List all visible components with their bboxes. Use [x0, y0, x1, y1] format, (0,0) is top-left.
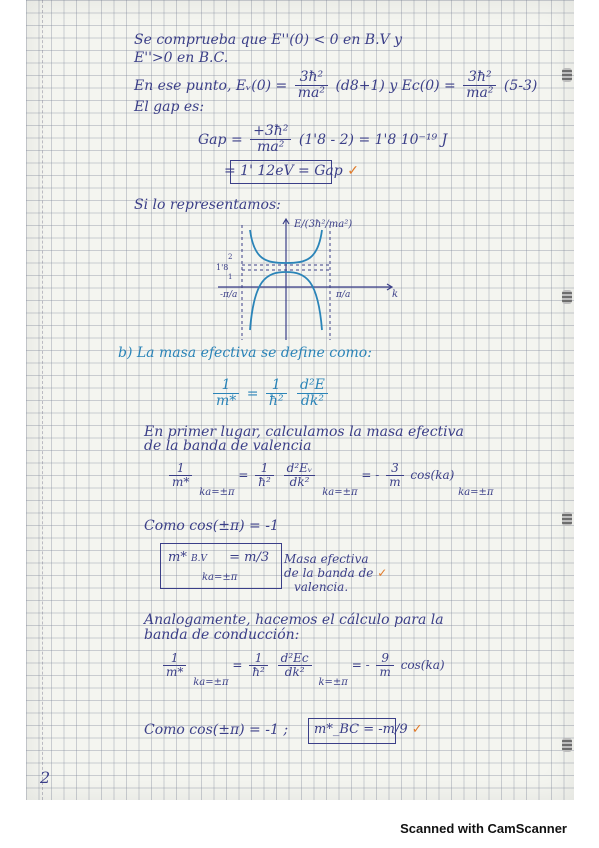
equation-energy-points [134, 70, 537, 102]
evaluation-subscript: ka=±π [322, 487, 358, 499]
fraction [250, 124, 291, 156]
binder-hole [562, 512, 572, 526]
effective-mass-definition [210, 378, 331, 410]
text: = [246, 385, 259, 402]
denominator: ħ² [258, 475, 271, 490]
denominator: m* [166, 665, 184, 680]
numerator: 1 [266, 378, 287, 394]
binder-hole [562, 290, 572, 304]
denominator: ma² [297, 85, 325, 102]
denominator: ma² [466, 85, 494, 102]
conduction-mass-result [314, 722, 423, 737]
fraction [266, 378, 287, 410]
text: m* [168, 550, 187, 565]
tick-label-right: π/a [336, 290, 351, 300]
page-number: 2 [40, 768, 51, 787]
denominator: m* [216, 393, 237, 410]
scanner-watermark: Scanned with CamScanner [400, 821, 567, 836]
evaluation-subscript: k=±π [318, 677, 348, 689]
denominator: ħ² [252, 665, 265, 680]
text: cos(ka) [410, 468, 455, 483]
fraction [249, 652, 268, 679]
denominator: dk² [284, 665, 305, 680]
equation-valence-mass: $\frac{1}{m*}$ $_{ka=\pm\pi}$ = $\frac{1}{\text{ħ²}}$ $\frac{\text{d²Eᵥ}}{\text{dk²}}$ $_{ka=\pm\pi}$ = - $\frac{3}{m}$ cos(ka) $_{ka=\pm\pi}$ [166, 462, 494, 498]
denominator: m* [172, 475, 190, 490]
numerator: +3ħ² [250, 124, 291, 140]
note-line: En primer lugar, calculamos la masa efectiva [144, 424, 464, 440]
text: cos(ka) [400, 658, 445, 673]
valence-mass-result [168, 550, 269, 565]
denominator: dk² [289, 475, 310, 490]
text: En ese punto, Eᵥ(0) = [134, 77, 288, 94]
tick-label-left: -π/a [220, 290, 238, 300]
text: (5-3) [503, 77, 538, 94]
tick-label: 2 [228, 253, 233, 261]
note-line: Masa efectiva [284, 552, 369, 566]
fraction [463, 70, 496, 102]
numerator: 1 [169, 462, 192, 476]
numerator: 1 [255, 462, 274, 476]
margin-line [42, 0, 43, 800]
axis-label-k: k [392, 289, 399, 300]
text: (d8+1) y Ec(0) = [335, 77, 456, 94]
tick-label: 1'8 [216, 263, 229, 272]
note-line [284, 566, 387, 580]
fraction [169, 462, 192, 489]
note-line: E''>0 en B.C. [134, 50, 229, 66]
text: m*_BC = -m/9 [314, 722, 408, 737]
fraction [386, 462, 403, 489]
numerator: 9 [376, 652, 393, 666]
note-line: Como cos(±π) = -1 ; [144, 722, 289, 738]
denominator: ma² [257, 139, 285, 156]
check-mark-icon: ✓ [377, 566, 388, 580]
numerator: 1 [213, 378, 239, 394]
check-mark-icon: ✓ [411, 722, 423, 737]
binder-hole [562, 738, 572, 752]
fraction [163, 652, 186, 679]
note-line: Si lo representamos: [134, 197, 281, 213]
text: = - [361, 468, 380, 483]
note-line: Analogamente, hacemos el cálculo para la [144, 612, 444, 628]
text: de la banda de [284, 566, 374, 580]
note-line: banda de conducción: [144, 627, 300, 643]
notebook-page [26, 0, 574, 800]
numerator: 1 [249, 652, 268, 666]
note-line: de la banda de valencia [144, 438, 312, 454]
text: Gap = [198, 131, 243, 148]
subscript: B.V [190, 554, 207, 564]
axis-label-energy: E/(3ħ²/ma²) [294, 219, 353, 230]
fraction [284, 462, 316, 489]
denominator: dk² [300, 393, 324, 410]
numerator: 3ħ² [295, 70, 328, 86]
note-line: valencia. [294, 580, 349, 594]
denominator: ħ² [268, 393, 284, 410]
text: = m/3 [229, 550, 270, 565]
evaluation-subscript: ka=±π [199, 487, 235, 499]
text: = 1' 12eV = Gap [224, 163, 343, 179]
note-line: Se comprueba que E''(0) < 0 en B.V y [134, 32, 402, 48]
numerator: 1 [163, 652, 186, 666]
denominator: m [389, 475, 401, 490]
numerator: 3 [386, 462, 403, 476]
equation-conduction-mass: $\frac{1}{m*}$ $_{ka=\pm\pi}$ = $\frac{1}{\text{ħ²}}$ $\frac{\text{d²Ec}}{\text{dk²}}$ $_{k=\pm\pi}$ = - $\frac{9}{m}$ cos(ka) [160, 652, 445, 688]
note-line: Como cos(±π) = -1 [144, 518, 279, 534]
evaluation-subscript: ka=±π [202, 572, 238, 583]
fraction [278, 652, 312, 679]
gap-result [224, 163, 359, 179]
section-b-title: b) La masa efectiva se define como: [118, 345, 372, 361]
check-mark-icon: ✓ [347, 163, 359, 179]
text: = - [351, 658, 370, 673]
fraction [297, 378, 328, 410]
fraction [213, 378, 239, 410]
numerator: d²Eᵥ [284, 462, 316, 476]
evaluation-subscript: ka=±π [193, 677, 229, 689]
denominator: m [379, 665, 391, 680]
fraction [255, 462, 274, 489]
text: (1'8 - 2) = 1'8 10⁻¹⁹ J [298, 131, 448, 148]
band-graph [206, 215, 406, 345]
equation-gap [198, 124, 447, 156]
note-line: El gap es: [134, 99, 205, 115]
binder-hole [562, 68, 572, 82]
numerator: d²Ec [278, 652, 312, 666]
evaluation-subscript: ka=±π [458, 487, 494, 499]
numerator: d²E [297, 378, 328, 394]
fraction [295, 70, 328, 102]
numerator: 3ħ² [463, 70, 496, 86]
tick-label: 1 [228, 273, 233, 281]
fraction [376, 652, 393, 679]
